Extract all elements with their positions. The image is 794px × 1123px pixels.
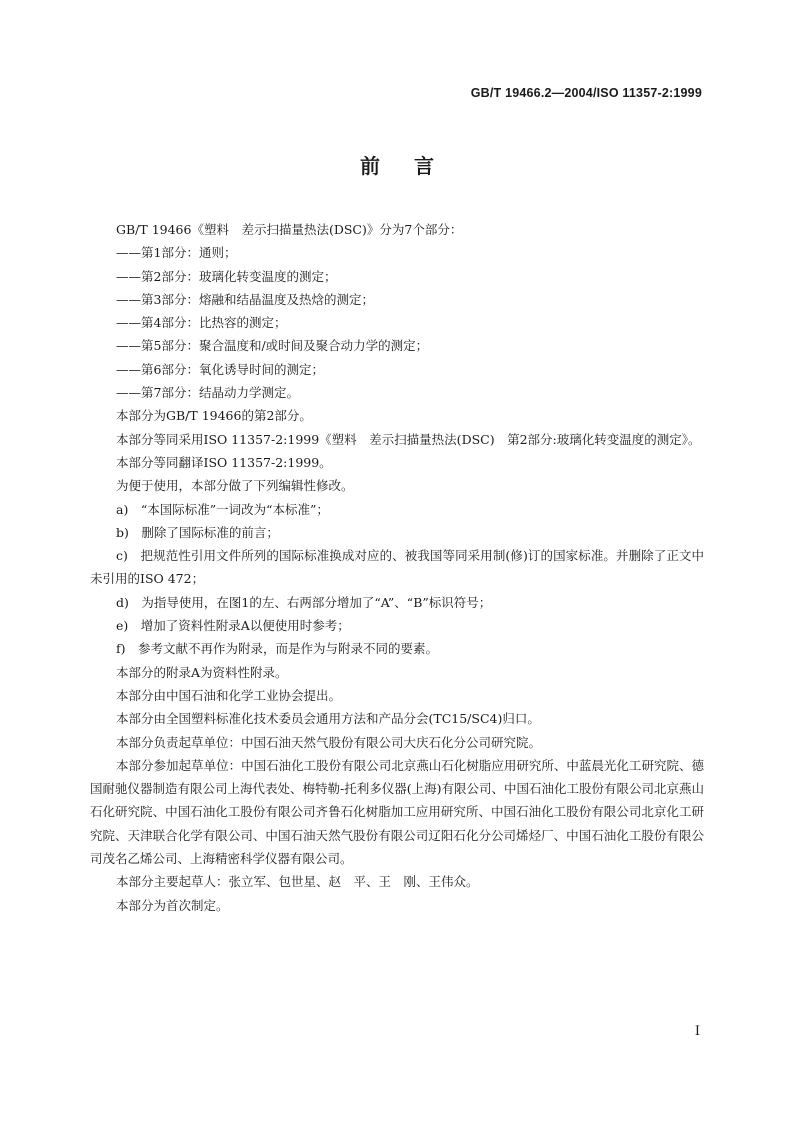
- list-item: b) 删除了国际标准的前言；: [116, 524, 279, 540]
- foreword-body: [90, 218, 704, 917]
- list-item: ——第3部分：熔融和结晶温度及热焓的测定；: [116, 291, 374, 307]
- list-item: ——第7部分：结晶动力学测定。: [116, 385, 299, 401]
- paragraph: 本部分负责起草单位：中国石油天然气股份有限公司大庆石化分公司研究院。: [116, 734, 542, 750]
- list-item: ——第6部分：氧化诱导时间的测定；: [116, 361, 324, 377]
- paragraph: 本部分由中国石油和化学工业协会提出。: [116, 687, 342, 703]
- page-title: 前言: [360, 154, 468, 178]
- paragraph: GB/T 19466《塑料 差示扫描量热法(DSC)》分为7个部分：: [116, 222, 463, 237]
- list-item: c) 把规范性引用文件所列的国际标准换成对应的、被我国等同采用制(修)订的国家标准。并删除了正文中未引用的ISO 472；: [90, 548, 704, 587]
- list-item: e) 增加了资料性附录A以便使用时参考；: [116, 618, 350, 634]
- list-item: ——第4部分：比热容的测定；: [116, 315, 287, 331]
- paragraph: 本部分等同采用ISO 11357-2:1999《塑料 差示扫描量热法(DSC) 第2部分:玻璃化转变温度的测定》。: [116, 431, 701, 447]
- paragraph: 为便于使用，本部分做了下列编辑性修改。: [116, 478, 354, 494]
- list-item: ——第1部分：通则；: [116, 245, 237, 261]
- list-item: ——第5部分：聚合温度和/或时间及聚合动力学的测定；: [116, 338, 429, 354]
- paragraph: 本部分参加起草单位：中国石油化工股份有限公司北京燕山石化树脂应用研究所、中蓝晨光化工研究院、德国耐驰仪器制造有限公司上海代表处、梅特勒-托利多仪器(上海)有限公司、中国石油化工股份有限公司北京燕山石化研究院、中国石油化工股份有限公司齐鲁石化树脂加工应用研究所、中国石油化工股份有限公司北京化工研究院、天津联合化学有限公司、中国石油天然气股份有限公司辽阳石化分公司烯烃厂、中国石油化工股份有限公司茂名乙烯公司、上海精密科学仪器有限公司。: [90, 757, 704, 867]
- paragraph: 本部分为GB/T 19466的第2部分。: [116, 408, 312, 424]
- page-number: I: [694, 1024, 700, 1039]
- paragraph: 本部分主要起草人：张立军、包世星、赵 平、王 刚、王伟众。: [116, 874, 479, 890]
- paragraph: 本部分等同翻译ISO 11357-2:1999。: [116, 454, 332, 470]
- list-item: a) “本国际标准”一词改为“本标准”；: [116, 501, 329, 517]
- paragraph: 本部分的附录A为资料性附录。: [116, 664, 288, 680]
- list-item: d) 为指导使用，在图1的左、右两部分增加了“A”、“B”标识符号；: [116, 594, 492, 610]
- list-item: f) 参考文献不再作为附录，而是作为与附录不同的要素。: [116, 641, 439, 657]
- standard-code: GB/T 19466.2—2004/ISO 11357-2:1999: [470, 86, 702, 100]
- paragraph: 本部分为首次制定。: [116, 897, 229, 913]
- paragraph: 本部分由全国塑料标准化技术委员会通用方法和产品分会(TC15/SC4)归口。: [116, 711, 540, 727]
- list-item: ——第2部分：玻璃化转变温度的测定；: [116, 268, 337, 284]
